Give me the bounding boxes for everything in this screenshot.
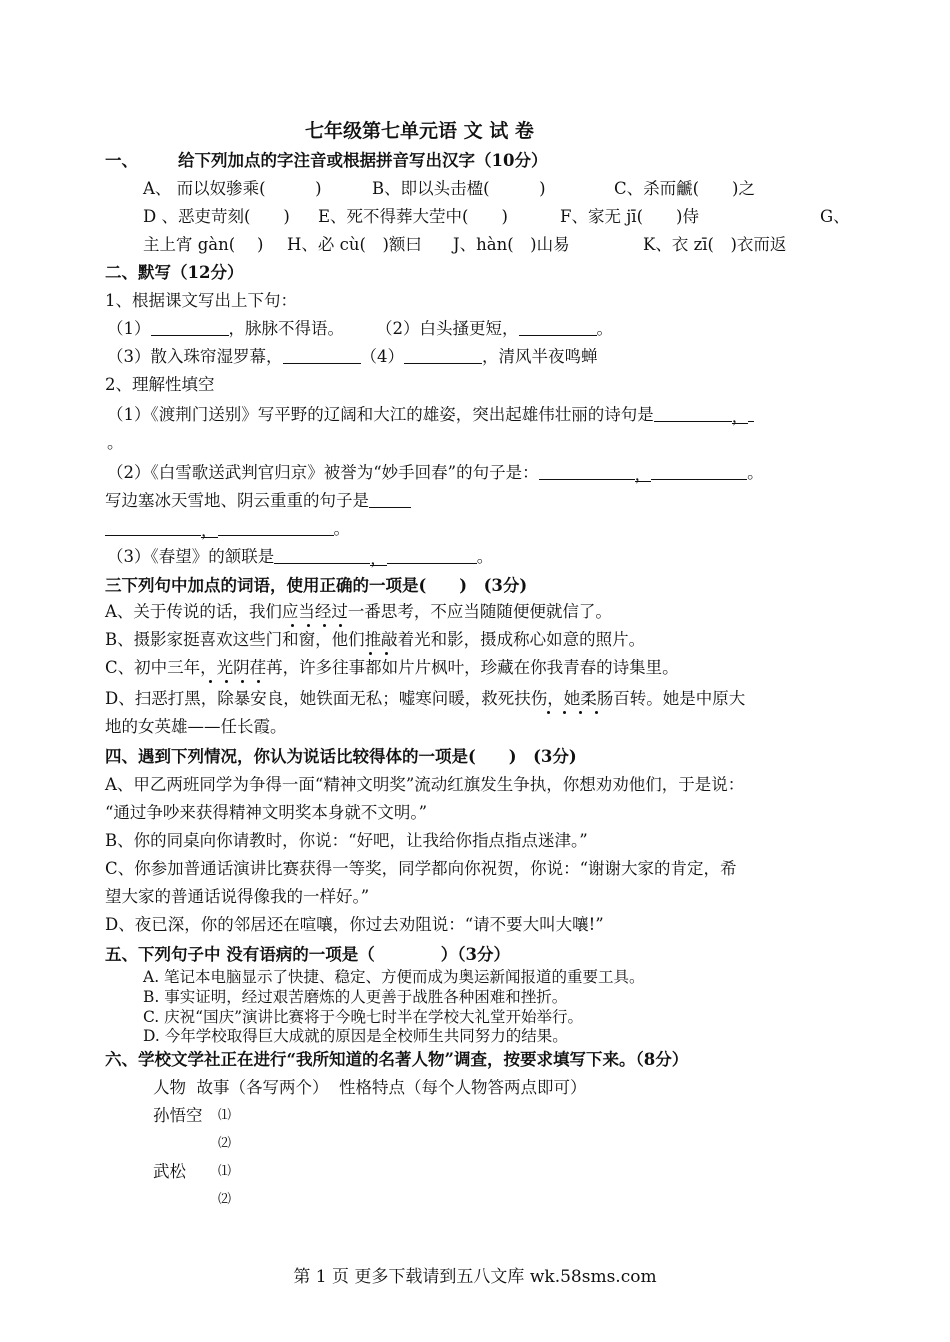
s2-q2b-period: 。	[747, 463, 764, 482]
answer-blank[interactable]	[748, 404, 754, 422]
emphasis-dot	[323, 624, 326, 627]
s2-q2b-text: （2）《白雪歌送武判官归京》被誉为“妙手回春”的句子是：	[107, 463, 539, 482]
s5-option-d: D. 今年学校取得巨大成就的原因是全校师生共同努力的结果。	[143, 1027, 568, 1045]
s6-person-1: 孙悟空	[153, 1106, 203, 1125]
emphasis-dot	[209, 680, 212, 683]
section-2-heading: 二、默写（12分）	[105, 263, 244, 282]
s2-q2b2-period: 。	[333, 519, 350, 538]
emphasis-dot	[225, 680, 228, 683]
s4-option-b: B、你的同桌向你请教时，你说：“好吧，让我给你指点指点迷津。”	[105, 831, 588, 850]
s1-item-k: K、衣 zī( )衣而返	[643, 235, 787, 254]
s2-q2a-comma: ，	[731, 407, 749, 426]
s3-option-b: B、摄影家挺喜欢这些门和窗，他们推敲着光和影，摄成称心如意的照片。	[105, 630, 646, 649]
s2-q2c-comma: ，	[370, 549, 387, 568]
s3-option-d-line1: D、扫恶打黑，除暴安良，她铁面无私；嘘寒问暖，救死扶伤，她柔肠百转。她是中原大	[105, 689, 746, 708]
s6-person-1-item-2: ⑵	[218, 1136, 232, 1151]
s2-q2a-period: 。	[107, 433, 124, 452]
emphasis-dot	[595, 711, 598, 714]
s6-person-2: 武松	[153, 1162, 186, 1181]
s1-item-e: E、死不得葬大茔中( )	[318, 207, 508, 226]
s6-column-headers: 人物 故事（各写两个） 性格特点（每个人物答两点即可）	[153, 1078, 587, 1097]
emphasis-dot	[547, 711, 550, 714]
s5-option-a: A. 笔记本电脑显示了快捷、稳定、方便而成为奥运新闻报道的重要工具。	[143, 968, 645, 986]
s4-option-a-line2: “通过争吵来获得精神文明奖本身就不文明。”	[105, 803, 428, 822]
answer-blank[interactable]	[519, 318, 597, 336]
emphasis-dot	[369, 652, 372, 655]
s2-q1b-line	[107, 346, 598, 368]
emphasis-dot	[339, 624, 342, 627]
s4-option-c-line2: 望大家的普通话说得像我的一样好。”	[105, 887, 370, 906]
answer-blank[interactable]	[283, 346, 361, 364]
emphasis-dot	[385, 652, 388, 655]
emphasis-dot	[241, 680, 244, 683]
section-6-heading: 六、学校文学社正在进行“我所知道的名著人物”调查，按要求填写下来。（8分）	[105, 1050, 689, 1069]
s2-q2c-text: （3）《春望》的颔联是	[107, 547, 275, 566]
section-3-heading: 三下列句中加点的词语，使用正确的一项是( ) (3分)	[105, 576, 528, 595]
s2-q2c-line	[107, 546, 493, 568]
s1-item-g-label: G、	[820, 207, 850, 226]
emphasis-dot	[579, 711, 582, 714]
s1-item-a: A、 而以奴骖乘( )	[143, 179, 322, 198]
answer-blank[interactable]	[369, 490, 411, 508]
s4-option-c-line1: C、你参加普通话演讲比赛获得一等奖，同学都向你祝贺，你说：“谢谢大家的肯定，希	[105, 859, 737, 878]
s2-q2a-text: （1）《渡荆门送别》写平野的辽阔和大江的雄姿，突出起雄伟壮丽的诗句是	[107, 405, 654, 424]
s2-q1b-num: （4）	[360, 347, 404, 366]
s6-person-2-item-1: ⑴	[218, 1164, 232, 1179]
s1-item-d: D 、恶吏苛刻( )	[143, 207, 290, 226]
answer-blank[interactable]	[539, 462, 635, 480]
s2-q2a-line	[107, 404, 754, 426]
s2-q1a-num: （1）	[107, 319, 151, 338]
s2-q2b2-line	[105, 490, 411, 512]
s2-q2b2-answer-line	[105, 518, 350, 540]
s2-q1a-line	[107, 318, 613, 340]
s2-q2b-line	[107, 462, 764, 484]
emphasis-dot	[257, 680, 260, 683]
s1-item-h: H、必 cù( )额曰	[287, 235, 422, 254]
s2-q2b2-comma: ，	[201, 521, 218, 540]
section-5-heading: 五、下列句子中 没有语病的一项是（ ）（3分）	[105, 945, 510, 964]
s2-q1b-end: ，清风半夜鸣蝉	[482, 347, 598, 366]
page-footer: 第 1 页 更多下载请到五八文库 wk.58sms.com	[293, 1267, 657, 1287]
emphasis-dot	[307, 624, 310, 627]
s5-option-b: B. 事实证明，经过艰苦磨炼的人更善于战胜各种困难和挫折。	[143, 988, 568, 1006]
emphasis-dot	[291, 624, 294, 627]
s2-q1a-text: ，脉脉不得语。	[228, 319, 344, 338]
s2-q2c-period: 。	[476, 547, 494, 566]
answer-blank[interactable]	[651, 462, 747, 480]
s1-item-b: B、即以头击楹( )	[372, 179, 546, 198]
s3-option-a: A、关于传说的话，我们应当经过一番思考，不应当随随便便就信了。	[105, 602, 612, 621]
answer-blank[interactable]	[387, 546, 477, 564]
s3-option-d-line2: 地的女英雄——任长霞。	[105, 717, 287, 736]
s1-item-j: J、hàn( )山易	[453, 235, 570, 254]
s2-q2: 2、理解性填空	[105, 375, 215, 394]
s2-q2b-comma: ，	[634, 465, 652, 484]
answer-blank[interactable]	[654, 404, 732, 422]
s3-option-c: C、初中三年，光阴荏苒，许多往事都如片片枫叶，珍藏在你我青春的诗集里。	[105, 658, 679, 677]
section-4-heading: 四、遇到下列情况，你认为说话比较得体的一项是( ) (3分)	[105, 747, 577, 766]
answer-blank[interactable]	[274, 546, 370, 564]
answer-blank[interactable]	[404, 346, 482, 364]
section-1-number: 一、	[105, 151, 138, 170]
s2-q1a-end: 。	[596, 319, 613, 338]
s2-q2b2-text: 写边塞冰天雪地、阴云重重的句子是	[105, 491, 369, 510]
s2-q1a-text2: （2）白头搔更短，	[376, 319, 519, 338]
s1-item-f: F、家无 jī( )侍	[560, 207, 699, 226]
s1-item-g: 主上宵 gàn( )	[143, 235, 264, 254]
s6-person-2-item-2: ⑵	[218, 1192, 232, 1207]
section-1-heading: 给下列加点的字注音或根据拼音写出汉字（10分）	[178, 151, 548, 170]
s4-option-d: D、夜已深，你的邻居还在喧嚷，你过去劝阻说：“请不要大叫大嚷!”	[105, 915, 604, 934]
answer-blank[interactable]	[105, 518, 201, 536]
answer-blank[interactable]	[151, 318, 229, 336]
s4-option-a-line1: A、甲乙两班同学为争得一面“精神文明奖”流动红旗发生争执，你想劝劝他们，于是说：	[105, 775, 745, 794]
s2-q1: 1、根据课文写出上下句：	[105, 291, 297, 310]
s2-q1b-text: （3）散入珠帘湿罗幕，	[107, 347, 283, 366]
emphasis-dot	[563, 711, 566, 714]
page-title: 七年级第七单元语 文 试 卷	[305, 120, 534, 142]
answer-blank[interactable]	[218, 518, 334, 536]
s1-item-c: C、杀而䶵( )之	[614, 179, 755, 198]
s5-option-c: C. 庆祝“国庆”演讲比赛将于今晚七时半在学校大礼堂开始举行。	[143, 1008, 584, 1026]
s6-person-1-item-1: ⑴	[218, 1108, 232, 1123]
